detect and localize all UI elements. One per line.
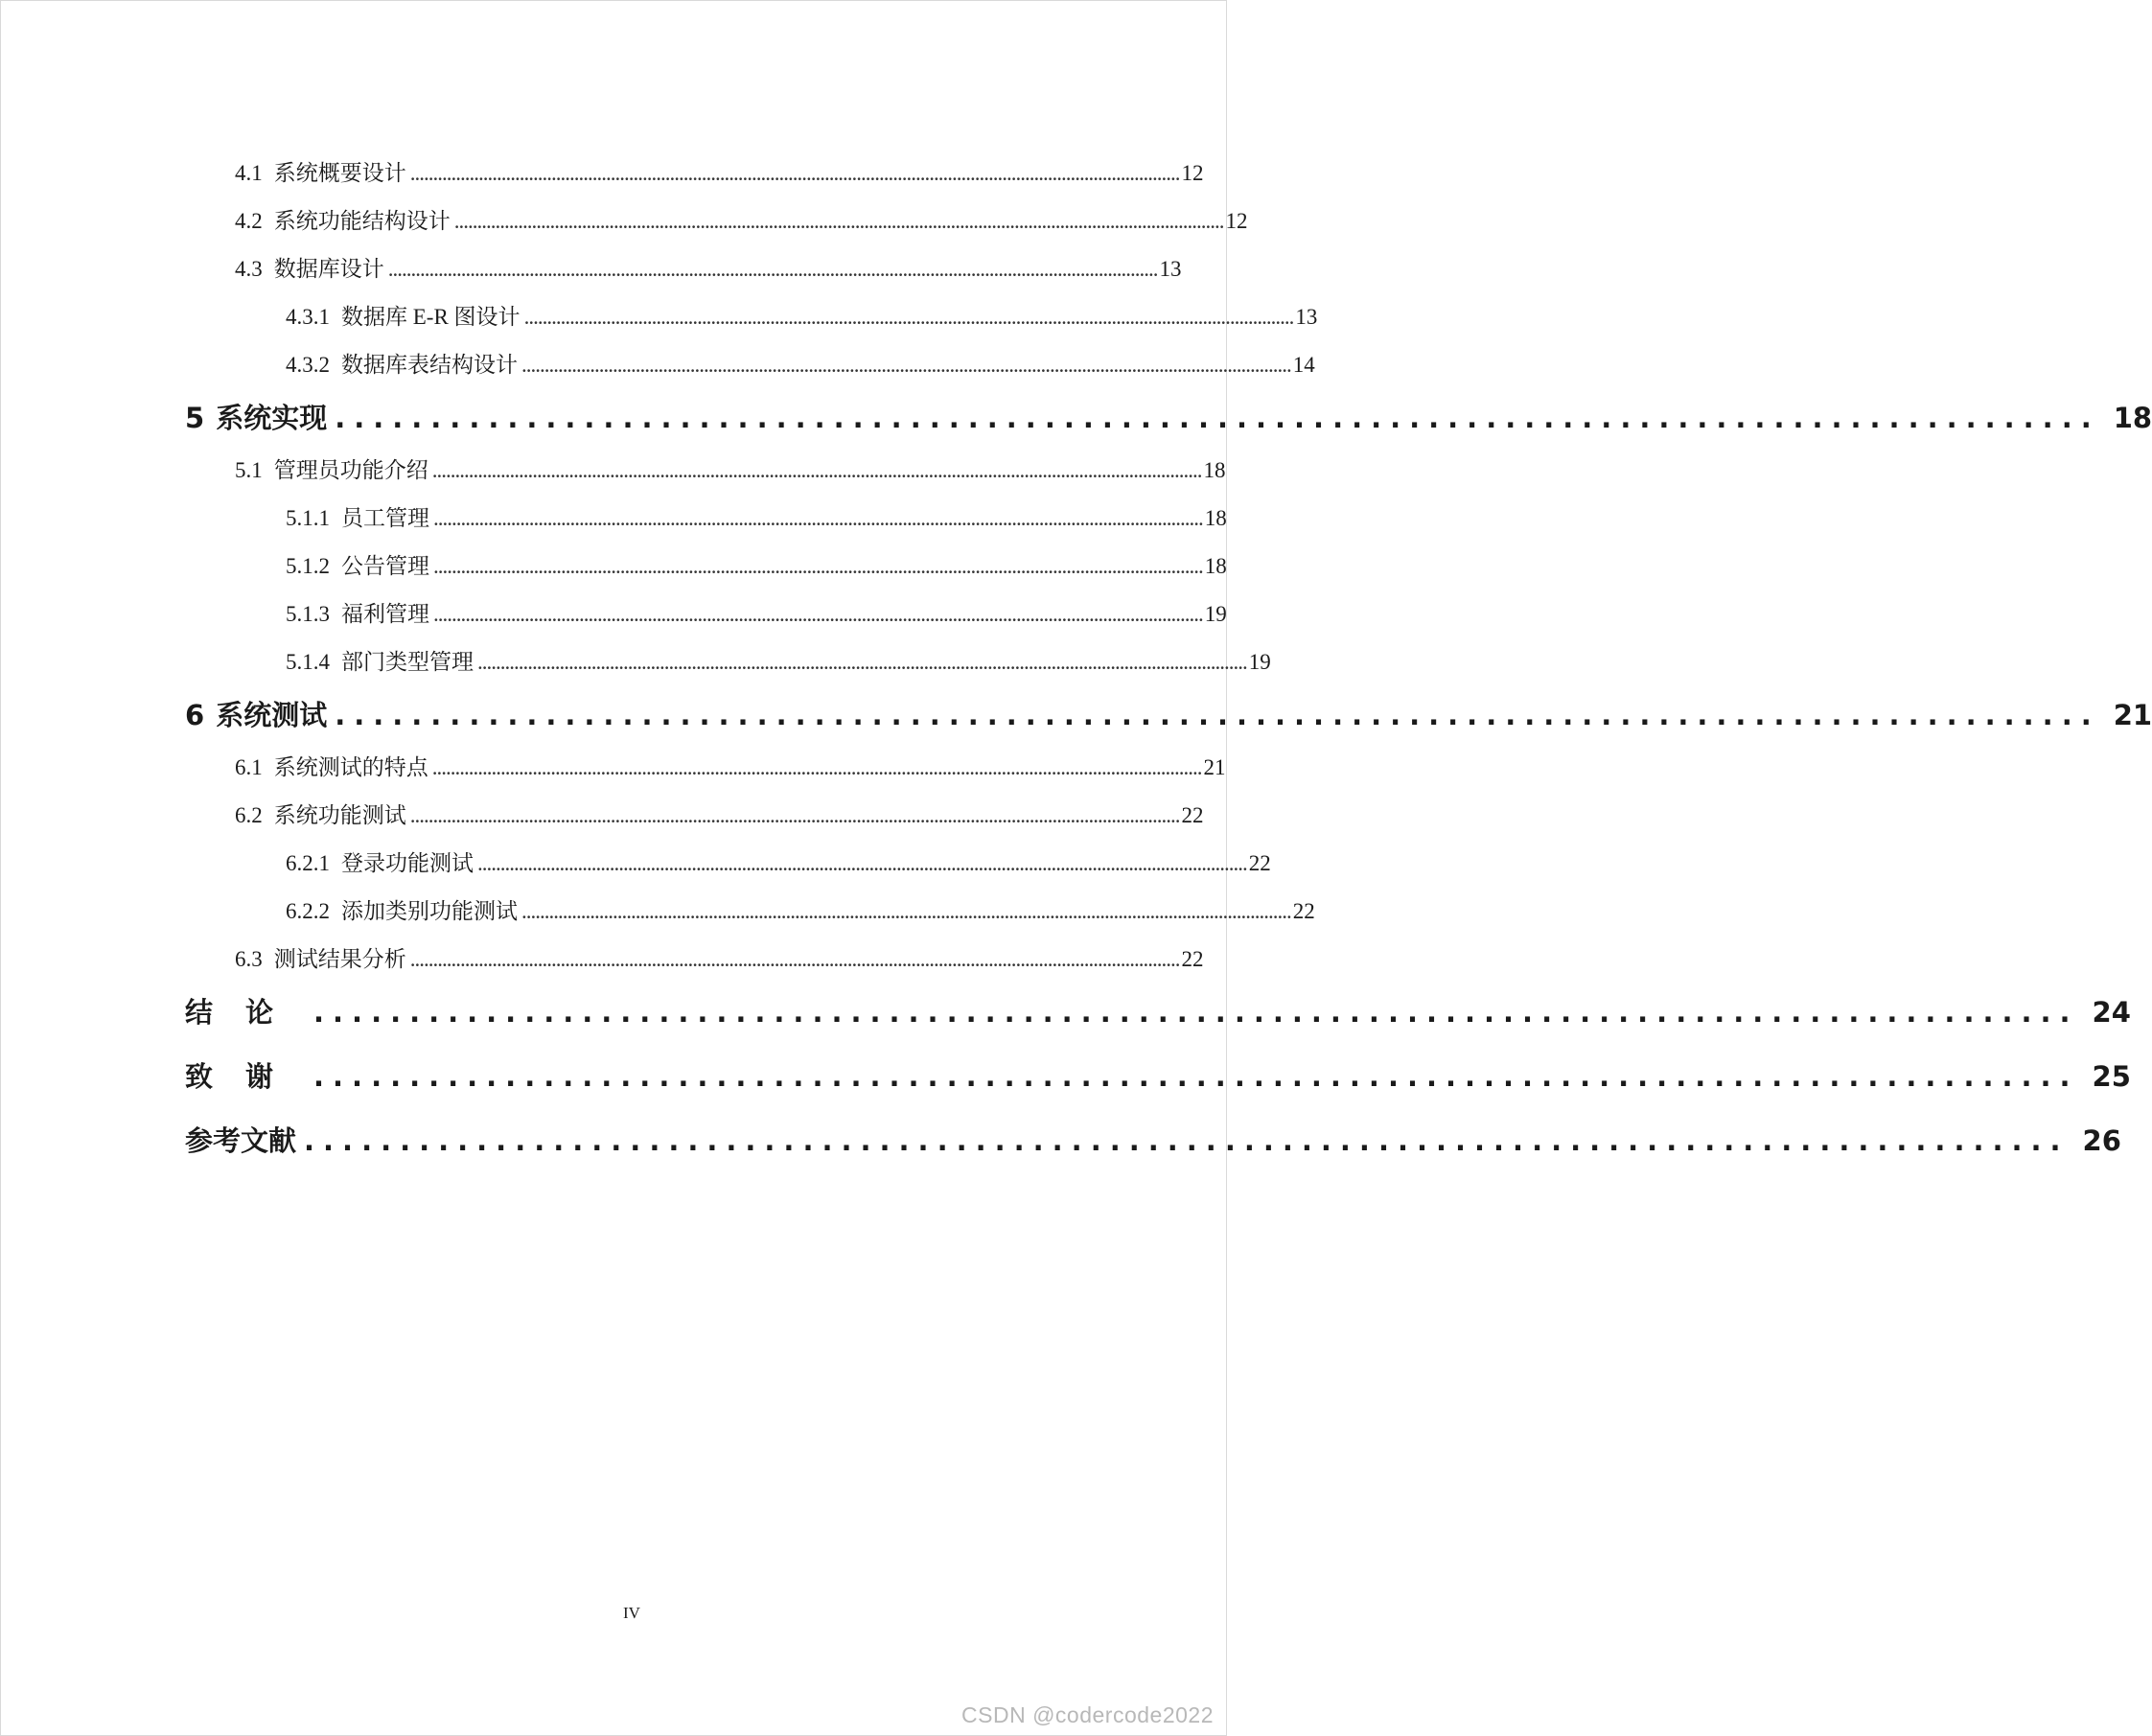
toc-entry-title: 测试结果分析 [273, 947, 406, 971]
toc-entry[interactable] [185, 499, 1227, 547]
toc-entry-title: 部门类型管理 [341, 650, 474, 674]
toc-entry-title: 数据库设计 [273, 257, 384, 281]
toc-entry[interactable] [185, 451, 1226, 499]
toc-leader-dots: ......................................................................................................................................................................... [521, 899, 1291, 923]
toc-entry-title: 系统概要设计 [273, 161, 406, 185]
toc-leader-dots: ......................................................................................................................................................................... [433, 506, 1203, 530]
toc-chapter-entry[interactable] [185, 1117, 2121, 1181]
toc-leader-dots: ......................................................................................................................................................................... [477, 650, 1247, 674]
toc-leader-dots: ......................................................................................................................................................................... [431, 755, 1202, 779]
toc-leader-dots: ............................................................................................ [313, 1060, 2079, 1093]
toc-entry-page: 21 [2113, 699, 2152, 731]
page-number: IV [623, 1604, 640, 1622]
toc-entry-page: 12 [1181, 161, 1204, 185]
toc-chapter-entry[interactable] [185, 1053, 2131, 1117]
toc-entry-number: 5.1.4 [286, 650, 330, 674]
toc-entry-title: 结论 [185, 996, 307, 1029]
toc-leader-dots: ......................................................................................................................................................................... [387, 257, 1158, 281]
toc-entry[interactable] [185, 892, 1315, 940]
toc-entry-page: 18 [1204, 506, 1227, 530]
toc-entry[interactable] [185, 845, 1271, 892]
toc-entry-title: 系统功能结构设计 [273, 209, 451, 233]
toc-entry-page: 18 [2113, 402, 2152, 434]
toc-entry-page: 18 [1203, 458, 1226, 482]
toc-entry-number: 6.2 [235, 803, 263, 827]
toc-entry-number: 4.3 [235, 257, 263, 281]
toc-leader-dots: ......................................................................................................................................................................... [521, 353, 1291, 377]
toc-entry-title: 参考文献 [185, 1124, 297, 1157]
toc-entry-page: 26 [2082, 1124, 2121, 1157]
toc-entry-title: 系统功能测试 [273, 803, 406, 827]
toc-leader-dots: ............................................................................................ [335, 699, 2100, 731]
table-of-contents [185, 154, 2152, 1181]
toc-entry[interactable] [185, 298, 1318, 346]
toc-entry-page: 25 [2092, 1060, 2131, 1093]
toc-entry-title: 系统测试的特点 [273, 755, 428, 779]
toc-entry-page: 21 [1203, 755, 1226, 779]
toc-leader-dots: ......................................................................................................................................................................... [433, 554, 1203, 578]
toc-entry-number: 4.2 [235, 209, 263, 233]
toc-entry-title: 系统测试 [216, 699, 328, 731]
toc-entry[interactable] [185, 797, 1204, 845]
toc-leader-dots: ......................................................................................................................................................................... [409, 947, 1180, 971]
toc-entry-title: 系统实现 [216, 402, 328, 434]
toc-entry-title: 数据库 E-R 图设计 [341, 305, 521, 329]
toc-entry-number: 5.1.1 [286, 506, 330, 530]
toc-leader-dots: ......................................................................................................................................................................... [477, 851, 1247, 875]
toc-entry-page: 22 [1248, 851, 1271, 875]
toc-leader-dots: ......................................................................................................................................................................... [409, 161, 1180, 185]
toc-chapter-entry[interactable] [185, 394, 2152, 451]
toc-entry-number: 4.3.1 [286, 305, 330, 329]
toc-leader-dots: ......................................................................................................................................................................... [453, 209, 1224, 233]
toc-chapter-entry[interactable] [185, 988, 2131, 1053]
toc-entry-title: 登录功能测试 [341, 851, 474, 875]
toc-entry-page: 19 [1204, 602, 1227, 626]
toc-entry[interactable] [185, 547, 1227, 595]
toc-entry-title: 福利管理 [341, 602, 429, 626]
toc-entry[interactable] [185, 250, 1182, 298]
toc-entry-title: 致谢 [185, 1060, 307, 1093]
toc-entry-page: 22 [1292, 899, 1315, 923]
toc-entry[interactable] [185, 346, 1315, 394]
toc-entry-number: 6.3 [235, 947, 263, 971]
toc-entry-title: 数据库表结构设计 [341, 353, 518, 377]
toc-entry-number: 6.2.1 [286, 851, 330, 875]
toc-entry-page: 19 [1248, 650, 1271, 674]
toc-entry-number: 6 [185, 699, 205, 731]
toc-entry-page: 24 [2092, 996, 2131, 1029]
toc-entry-page: 22 [1181, 947, 1204, 971]
toc-entry[interactable] [185, 940, 1204, 988]
toc-entry-title: 公告管理 [341, 554, 429, 578]
toc-entry-title: 员工管理 [341, 506, 429, 530]
toc-entry[interactable] [185, 202, 1248, 250]
toc-entry-page: 22 [1181, 803, 1204, 827]
toc-entry-page: 13 [1295, 305, 1318, 329]
toc-entry-number: 4.1 [235, 161, 263, 185]
toc-entry-page: 12 [1225, 209, 1248, 233]
toc-entry-number: 5.1.3 [286, 602, 330, 626]
toc-entry-number: 5 [185, 402, 205, 434]
toc-leader-dots: ......................................................................................................................................................................... [523, 305, 1294, 329]
toc-entry-page: 14 [1292, 353, 1315, 377]
toc-entry[interactable] [185, 154, 1204, 202]
toc-leader-dots: ......................................................................................................................................................................... [409, 803, 1180, 827]
toc-entry-number: 6.2.2 [286, 899, 330, 923]
toc-leader-dots: ............................................................................................ [313, 996, 2079, 1029]
toc-leader-dots: ............................................................................................ [335, 402, 2100, 434]
watermark: CSDN @codercode2022 [961, 1702, 1214, 1727]
toc-entry-number: 5.1.2 [286, 554, 330, 578]
toc-entry-number: 6.1 [235, 755, 263, 779]
toc-entry[interactable] [185, 643, 1271, 691]
toc-entry-number: 5.1 [235, 458, 263, 482]
toc-entry-title: 管理员功能介绍 [273, 458, 428, 482]
toc-entry[interactable] [185, 595, 1227, 643]
toc-entry-page: 13 [1159, 257, 1182, 281]
toc-entry-number: 4.3.2 [286, 353, 330, 377]
toc-leader-dots: ......................................................................................................................................................................... [433, 602, 1203, 626]
toc-chapter-entry[interactable] [185, 691, 2152, 749]
toc-entry[interactable] [185, 749, 1226, 797]
toc-leader-dots: ............................................................................................ [304, 1124, 2070, 1157]
toc-entry-page: 18 [1204, 554, 1227, 578]
toc-leader-dots: ......................................................................................................................................................................... [431, 458, 1202, 482]
toc-entry-title: 添加类别功能测试 [341, 899, 518, 923]
